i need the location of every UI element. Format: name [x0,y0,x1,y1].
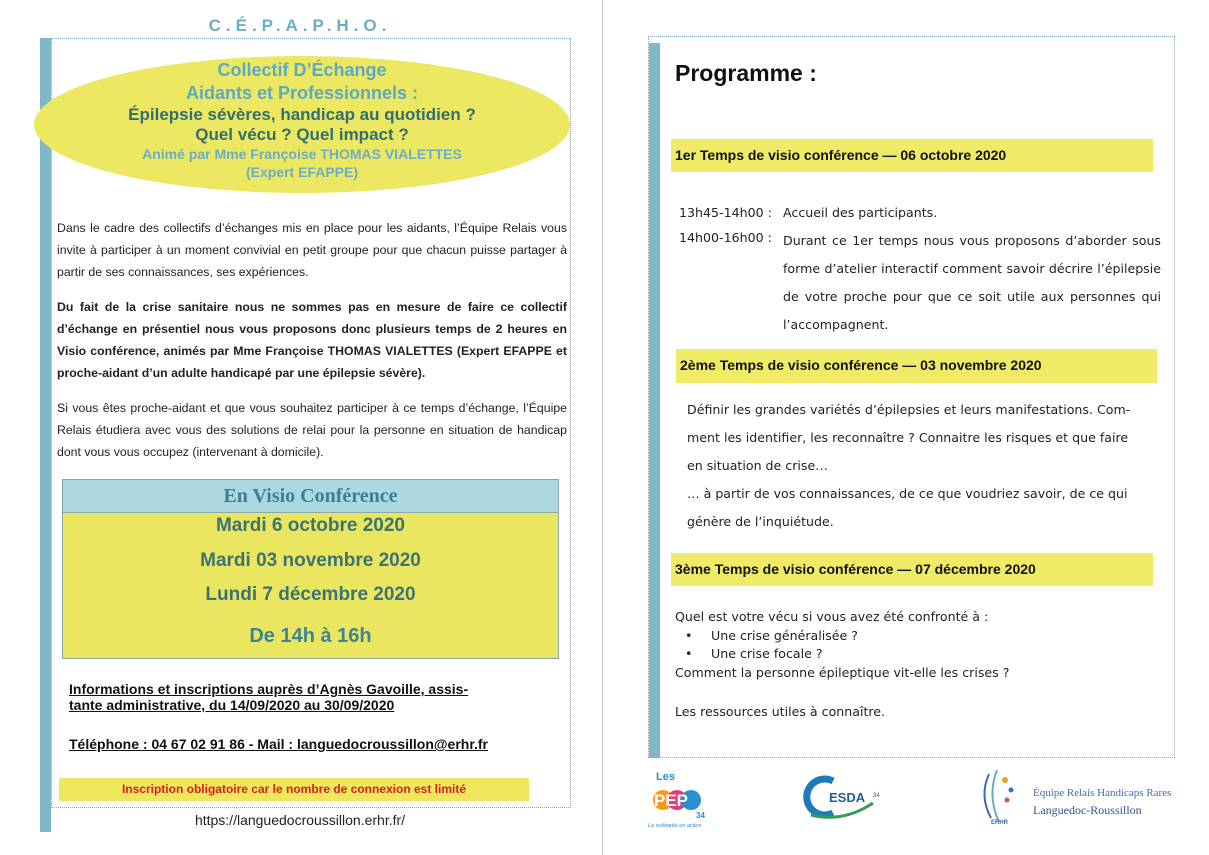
pep34-logo [646,768,708,830]
left-page [0,0,600,855]
support-paragraph: Si vous êtes proche-aidant et que vous souhaitez participer à ce temps d’échange, l’Équipe Relais étudiera avec vous des solutions de relai pour la personne en situation de handicap dont vous vous occupez (intervenant à domicile). [57,401,567,459]
pep-logo-main-text: PEP [654,791,689,810]
right-margin-bar [649,43,660,758]
session-1-desc-1: Accueil des participants. [783,205,938,220]
session-3-bullet-1: • Une crise généralisée ? [711,628,858,643]
session-2-line-3: en situation de crise… [687,458,828,473]
session-2-heading: 2ème Temps de visio conférence — 03 novembre 2020 [676,349,1157,383]
website-link[interactable]: https://languedocroussillon.erhr.fr/ [194,812,406,828]
pep-logo-number: 34 [696,811,705,820]
visio-dates-box [62,479,559,659]
headline-subtitle: Aidants et Professionnels : [185,83,419,103]
info-line-1: Informations et inscriptions auprès d’Agnès Gavoille, assis- [69,681,469,697]
session-2-line-1: Définir les grandes variétés d’épilepsies et leurs manifestations. Com- [687,402,1131,417]
cesda-logo-number: 34 [873,793,880,799]
session-1-time-1: 13h45-14h00 : [679,205,772,220]
cesda-logo-text: ESDA [829,790,866,805]
contact-line[interactable]: Téléphone : 04 67 02 91 86 - Mail : languedocroussillon@erhr.fr [69,736,488,752]
session-3-intro: Quel est votre vécu si vous avez été confronté à : [675,609,989,624]
session-1-heading: 1er Temps de visio conférence — 06 octobre 2020 [671,139,1153,172]
session-3-bullet-2: • Une crise focale ? [711,646,823,661]
headline-topic: Épilepsie sévères, handicap au quotidien ? [128,105,476,124]
session-2-line-5: génère de l’inquiétude. [687,514,834,529]
headline-questions: Quel vécu ? Quel impact ? [195,125,409,144]
headline-title: Collectif D’Échange [217,60,387,80]
org-title: C.É.P.A.P.H.O. [208,16,392,35]
erhr-logo-line-2: Languedoc-Roussillon [1033,803,1142,817]
session-2-line-2: ment les identifier, les reconnaître ? Connaitre les risques et que faire [687,430,1129,445]
session-3-heading: 3ème Temps de visio conférence — 07 décembre 2020 [671,553,1153,586]
visio-date-3: Lundi 7 décembre 2020 [205,584,416,605]
erhr-logo-abbr: ERHR [991,820,1009,826]
session-2-line-4: … à partir de vos connaissances, de ce que voudriez savoir, de ce qui [687,486,1128,501]
cesda34-logo [803,773,895,821]
visio-date-1: Mardi 6 octobre 2020 [215,515,406,536]
session-1-desc-2: Durant ce 1er temps nous vous proposons d’aborder sous forme d’atelier interactif comment savoir décrire l’épilepsie de votre proche pour que ce soit utile aux personnes qui l’accompagnent. [783,233,1161,332]
pep-logo-top-text: Les [656,771,675,783]
pep-logo-slogan: La solidarité en action [648,823,702,829]
right-page [602,0,1209,855]
context-paragraph: Du fait de la crise sanitaire nous ne sommes pas en mesure de faire ce collectif d’échange en présentiel nous vous proposons donc plusieurs temps de 2 heures en Visio conférence, animés par Mme Françoise THOMAS VIALETTES (Expert EFAPPE et proche-aidant d’un adulte handicapé par une épilepsie sévère). [57,300,567,380]
erhr-logo [975,766,1180,826]
session-3-resources: Les ressources utiles à connaître. [675,704,886,719]
erhr-logo-line-1: Équipe Relais Handicaps Rares [1033,787,1172,799]
info-line-2: tante administrative, du 14/09/2020 au 30/09/2020 [69,697,395,713]
headline-host: Animé par Mme Françoise THOMAS VIALETTES [142,146,462,162]
session-3-question: Comment la personne épileptique vit-elle les crises ? [675,665,1010,680]
visio-header: En Visio Conférence [63,480,558,513]
programme-title: Programme : [675,60,817,86]
visio-time: De 14h à 16h [249,625,372,647]
registration-notice: Inscription obligatoire car le nombre de connexion est limité [59,778,529,801]
visio-date-2: Mardi 03 novembre 2020 [200,550,421,571]
session-1-time-2: 14h00-16h00 : [679,230,772,245]
intro-paragraph: Dans le cadre des collectifs d’échanges mis en place pour les aidants, l’Équipe Relais vous invite à participer à un moment convivial en petit groupe pour que chacun puisse partager à partir de ses connaissances, ses expériences. [57,221,567,279]
headline-host-role: (Expert EFAPPE) [245,164,359,180]
